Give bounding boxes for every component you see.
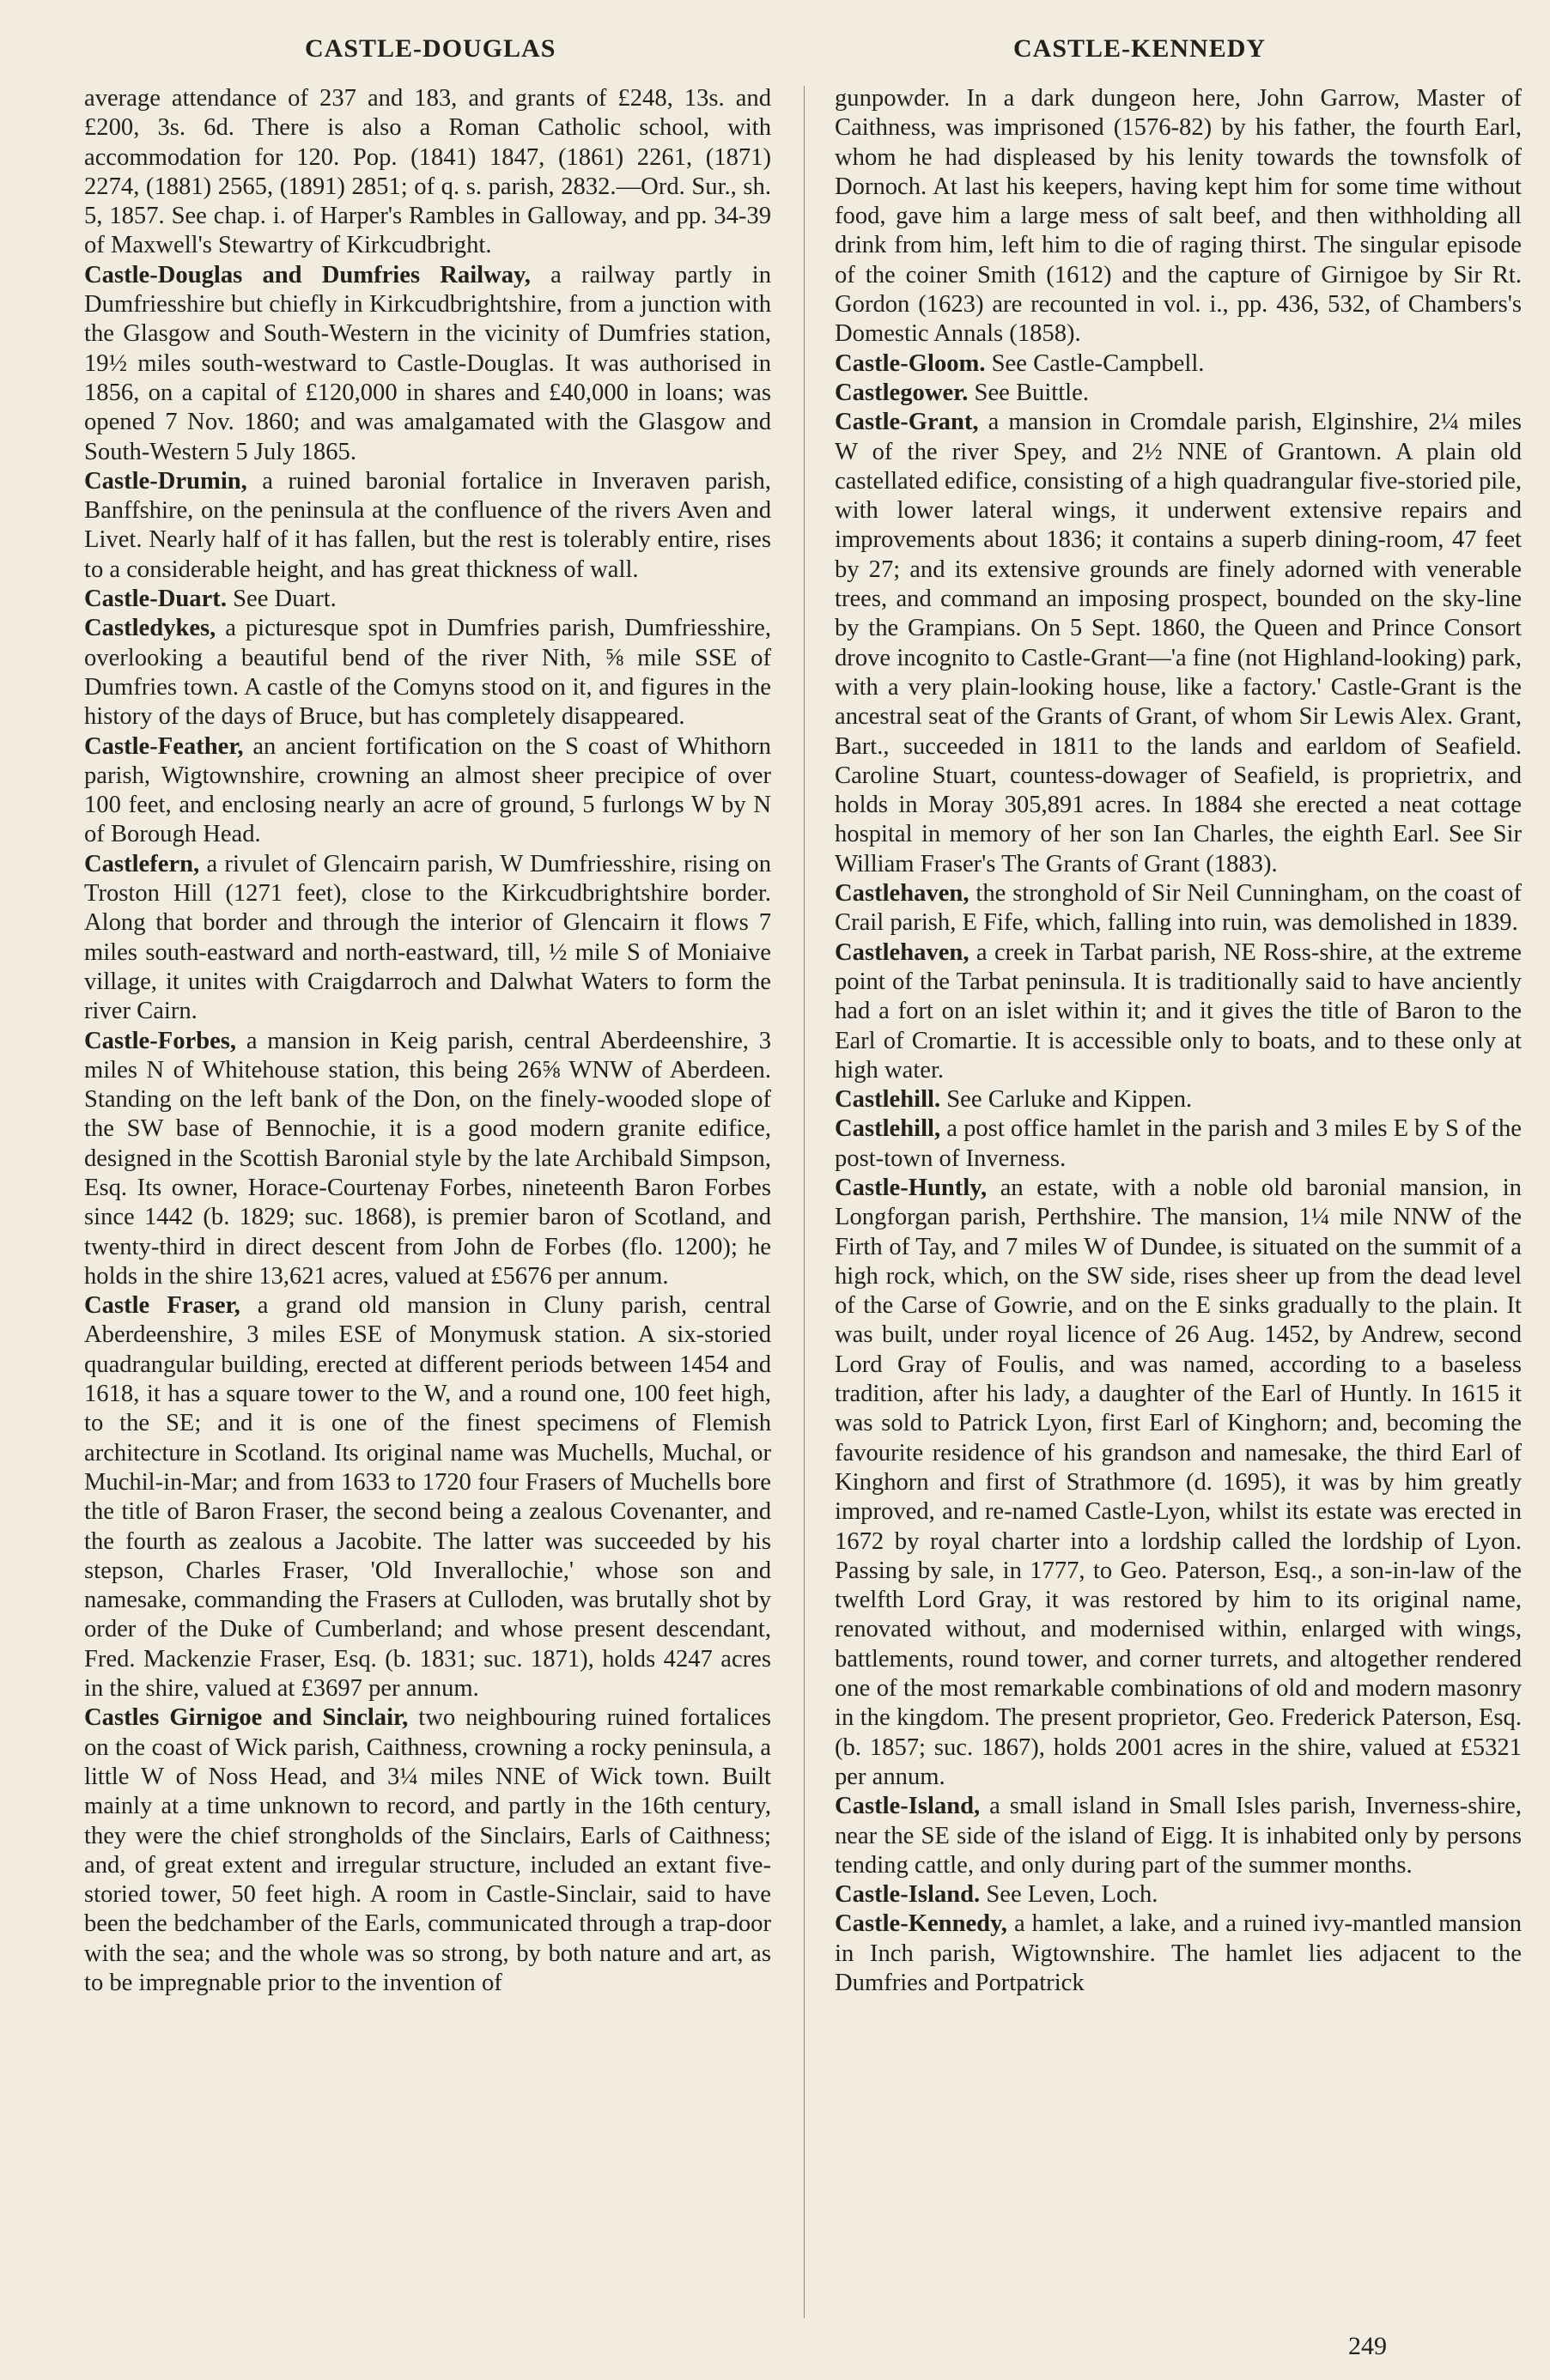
gazetteer-entry: [835, 1792, 1522, 1880]
entry-headword: Castlehaven,: [835, 880, 970, 908]
gazetteer-entry: [84, 467, 771, 585]
entry-headword: Castlehill.: [835, 1086, 941, 1114]
entry-headword: Castlehill,: [835, 1115, 941, 1143]
entry-headword: Castle-Drumin,: [84, 467, 247, 495]
entry-headword: Castle-Douglas and Dumfries Railway,: [84, 261, 531, 288]
gazetteer-entry: [835, 1174, 1522, 1792]
gazetteer-entry: [84, 614, 771, 732]
entry-text: a small island in Small Isles parish, Inverness-shire, near the SE side of the island of Eigg. It is inhabited only by persons tending cattle, and only during part of the summer months.: [835, 1793, 1522, 1879]
entry-headword: Castle-Feather,: [84, 732, 244, 760]
entry-text: See Buittle.: [974, 379, 1089, 406]
entry-text: average attendance of 237 and 183, and grants of £248, 13s. and £200, 3s. 6d. There is also a Roman Catholic school, with accommodation for 120. Pop. (1841) 1847, (1861) 2261, (1871) 2274, (1881) 2565, (1891) 2851; of q. s. parish, 2832.—Ord. Sur., sh. 5, 1857. See chap. i. of Harper's Rambles in Galloway, and pp. 34-39 of Maxwell's Stewartry of Kirkcudbright.: [84, 85, 771, 259]
entry-headword: Castlefern,: [84, 850, 200, 877]
entry-text: an ancient fortification on the S coast of Whithorn parish, Wigtownshire, crowning an almost sheer precipice of over 100 feet, and enclosing nearly an acre of ground, 5 furlongs W by N of Borough Head.: [84, 732, 771, 848]
right-column: [835, 84, 1522, 2325]
gazetteer-entry: [835, 1909, 1522, 1998]
entry-text: a picturesque spot in Dumfries parish, Dumfriesshire, overlooking a beautiful bend of the river Nith, ⅝ mile SSE of Dumfries town. A castle of the Comyns stood on it, and figures in the history of the days of Bruce, but has completely disappeared.: [84, 615, 771, 731]
entry-headword: Castle Fraser,: [84, 1292, 240, 1320]
entry-text: two neighbouring ruined fortalices on the coast of Wick parish, Caithness, crowning a rocky peninsula, a little W of Noss Head, and 3¼ miles NNE of Wick town. Built mainly at a time unknown to record, and partly in the 16th century, they were the chief strongholds of the Sinclairs, Earls of Caithness; and, of great extent and irregular structure, included an extant five-storied tower, 50 feet high. A room in Castle-Sinclair, said to have been the bedchamber of the Earls, communicated through a trap-door with the sea; and the whole was so strong, by both nature and art, as to be impregnable prior to the invention of: [84, 1704, 771, 1996]
gazetteer-entry: [835, 408, 1522, 879]
gazetteer-entry: [835, 379, 1522, 408]
entry-text: a mansion in Cromdale parish, Elginshire, 2¼ miles W of the river Spey, and 2½ NNE of Grantown. A plain old castellated edifice, consisting of a high quadrangular five-storied pile, with lower lateral wings, it underwent extensive repairs and improvements about 1836; it contains a superb dining-room, 47 feet by 27; and its extensive grounds are finely adorned with venerable trees, and command an imposing prospect, bounded on the sky-line by the Grampians. On 5 Sept. 1860, the Queen and Prince Consort drove incognito to Castle-Grant—'a fine (not Highland-looking) park, with a very plain-looking house, like a factory.' Castle-Grant is the ancestral seat of the Grants of Grant, of whom Sir Lewis Alex. Grant, Bart., succeeded in 1811 to the lands and earldom of Seafield. Caroline Stuart, countess-dowager of Seafield, is proprietrix, and holds in Moray 305,891 acres. In 1884 she erected a neat cottage hospital in memory of her son Ian Charles, the eighth Earl. See Sir William Fraser's The Grants of Grant (1883).: [835, 409, 1522, 877]
entry-text: gunpowder. In a dark dungeon here, John Garrow, Master of Caithness, was imprisoned (1576-82) by his father, the fourth Earl, whom he had displeased by his lenity towards the townsfolk of Dornoch. At last his keepers, having kept him for some time without food, gave him a large mess of salt beef, and then withholding all drink from him, left him to die of raging thirst. The singular episode of the coiner Smith (1612) and the capture of Girnigoe by Sir Rt. Gordon (1623) are recounted in vol. i., pp. 436, 532, of Chambers's Domestic Annals (1858).: [835, 85, 1522, 348]
entry-text: See Leven, Loch.: [986, 1881, 1158, 1909]
gazetteer-entry: [84, 261, 771, 467]
entry-text: a rivulet of Glencairn parish, W Dumfriesshire, rising on Troston Hill (1271 feet), close to the Kirkcudbrightshire border. Along that border and through the interior of Glencairn it flows 7 miles south-eastward and north-eastward, till, ½ mile S of Moniaive village, it unites with Craigdarroch and Dalwhat Waters to form the river Cairn.: [84, 850, 771, 1025]
gazetteer-entry: [835, 1085, 1522, 1114]
gazetteer-entry: [835, 1880, 1522, 1909]
entry-headword: Castle-Forbes,: [84, 1027, 237, 1054]
entry-text: See Castle-Campbell.: [991, 349, 1205, 377]
entry-headword: Castle-Kennedy,: [835, 1910, 1007, 1938]
gazetteer-entry: [835, 349, 1522, 379]
gazetteer-entry: [84, 732, 771, 850]
header-right: CASTLE-KENNEDY: [1013, 34, 1267, 63]
running-header: [0, 34, 1550, 74]
entry-headword: Castle-Island.: [835, 1881, 981, 1909]
gazetteer-entry: [84, 1027, 771, 1292]
column-divider: [804, 86, 805, 2318]
entry-text: a post office hamlet in the parish and 3 miles E by S of the post-town of Inverness.: [835, 1115, 1522, 1172]
gazetteer-entry: [835, 1114, 1522, 1174]
entry-text: a creek in Tarbat parish, NE Ross-shire, at the extreme point of the Tarbat peninsula. It is traditionally said to have anciently had a fort on an islet within it; and it gives the title of Baron to the Earl of Cromartie. It is accessible only to boats, and to these only at high water.: [835, 938, 1522, 1084]
entry-text: a hamlet, a lake, and a ruined ivy-mantled mansion in Inch parish, Wigtownshire. The hamlet lies adjacent to the Dumfries and Portpatrick: [835, 1910, 1522, 1996]
gazetteer-entry: [84, 585, 771, 614]
entry-text: a railway partly in Dumfriesshire but chiefly in Kirkcudbrightshire, from a junction with the Glasgow and South-Western in the vicinity of Dumfries station, 19½ miles south-westward to Castle-Douglas. It was authorised in 1856, on a capital of £120,000 in shares and £40,000 in loans; was opened 7 Nov. 1860; and was amalgamated with the Glasgow and South-Western 5 July 1865.: [84, 261, 771, 465]
entry-headword: Castle-Gloom.: [835, 349, 986, 377]
entry-text: a ruined baronial fortalice in Inveraven parish, Banffshire, on the peninsula at the confluence of the rivers Aven and Livet. Nearly half of it has fallen, but the rest is tolerably entire, rises to a considerable height, and has great thickness of wall.: [84, 467, 771, 583]
gazetteer-entry: [84, 850, 771, 1027]
left-column: [84, 84, 771, 2325]
entry-headword: Castle-Grant,: [835, 409, 979, 436]
entry-headword: Castle-Duart.: [84, 586, 227, 613]
entry-text: a mansion in Keig parish, central Aberdeenshire, 3 miles N of Whitehouse station, this being 26⅝ WNW of Aberdeen. Standing on the left bank of the Don, on the finely-wooded slope of the SW base of Bennochie, it is a good modern granite edifice, designed in the Scottish Baronial style by the late Archibald Simpson, Esq. Its owner, Horace-Courtenay Forbes, nineteenth Baron Forbes since 1442 (b. 1829; suc. 1868), is premier baron of Scotland, and twenty-third in direct descent from John de Forbes (flo. 1200); he holds in the shire 13,621 acres, valued at £5676 per annum.: [84, 1027, 771, 1290]
entry-headword: Castles Girnigoe and Sinclair,: [84, 1704, 409, 1732]
page-number: 249: [1348, 2332, 1387, 2360]
gazetteer-entry: [84, 1291, 771, 1703]
entry-text: See Duart.: [233, 586, 337, 613]
entry-headword: Castledykes,: [84, 615, 216, 642]
entry-text: See Carluke and Kippen.: [946, 1086, 1193, 1114]
entry-headword: Castle-Huntly,: [835, 1174, 988, 1201]
gazetteer-entry: [835, 938, 1522, 1085]
gazetteer-entry: [84, 84, 771, 261]
entry-text: the stronghold of Sir Neil Cunningham, on the coast of Crail parish, E Fife, which, falling into ruin, was demolished in 1839.: [835, 880, 1522, 937]
gazetteer-entry: [835, 879, 1522, 938]
entry-headword: Castlehaven,: [835, 938, 970, 966]
gazetteer-entry: [84, 1703, 771, 1998]
entry-text: a grand old mansion in Cluny parish, central Aberdeenshire, 3 miles ESE of Monymusk station. A six-storied quadrangular building, erected at different periods between 1454 and 1618, it has a square tower to the W, and a round one, 100 feet high, to the SE; and it is one of the finest specimens of Flemish architecture in Scotland. Its original name was Muchells, Muchal, or Muchil-in-Mar; and from 1633 to 1720 four Frasers of Muchells bore the title of Baron Fraser, the second being a zealous Covenanter, and the fourth as zealous a Jacobite. The latter was succeeded by his stepson, Charles Fraser, 'Old Inverallochie,' whose son and namesake, commanding the Frasers at Culloden, was brutally shot by order of the Duke of Cumberland; and whose present descendant, Fred. Mackenzie Fraser, Esq. (b. 1831; suc. 1871), holds 4247 acres in the shire, valued at £3697 per annum.: [84, 1292, 771, 1703]
gazetteer-entry: [835, 84, 1522, 349]
header-left: CASTLE-DOUGLAS: [305, 34, 556, 63]
entry-headword: Castlegower.: [835, 379, 969, 406]
entry-headword: Castle-Island,: [835, 1793, 981, 1820]
entry-text: an estate, with a noble old baronial mansion, in Longforgan parish, Perthshire. The mansion, 1¼ mile NNW of the Firth of Tay, and 7 miles W of Dundee, is situated on the summit of a high rock, which, on the SW side, rises sheer up from the dead level of the Carse of Gowrie, and on the E sinks gradually to the plain. It was built, under royal licence of 26 Aug. 1452, by Andrew, second Lord Gray of Foulis, and was named, according to a baseless tradition, after his lady, a daughter of the Earl of Huntly. In 1615 it was sold to Patrick Lyon, first Earl of Kinghorn; and, becoming the favourite residence of his grandson and namesake, the third Earl of Kinghorn and first of Strathmore (d. 1695), it was by him greatly improved, and re-named Castle-Lyon, whilst its estate was erected in 1672 by royal charter into a lordship called the lordship of Lyon. Passing by sale, in 1777, to Geo. Paterson, Esq., a son-in-law of the twelfth Lord Gray, it was restored by him to its original name, renovated without, and modernised within, enlarged with wings, battlements, round tower, and corner turrets, and altogether rendered one of the most remarkable combinations of old and modern masonry in the kingdom. The present proprietor, Geo. Frederick Paterson, Esq. (b. 1857; suc. 1867), holds 2001 acres in the shire, valued at £5321 per annum.: [835, 1174, 1522, 1790]
